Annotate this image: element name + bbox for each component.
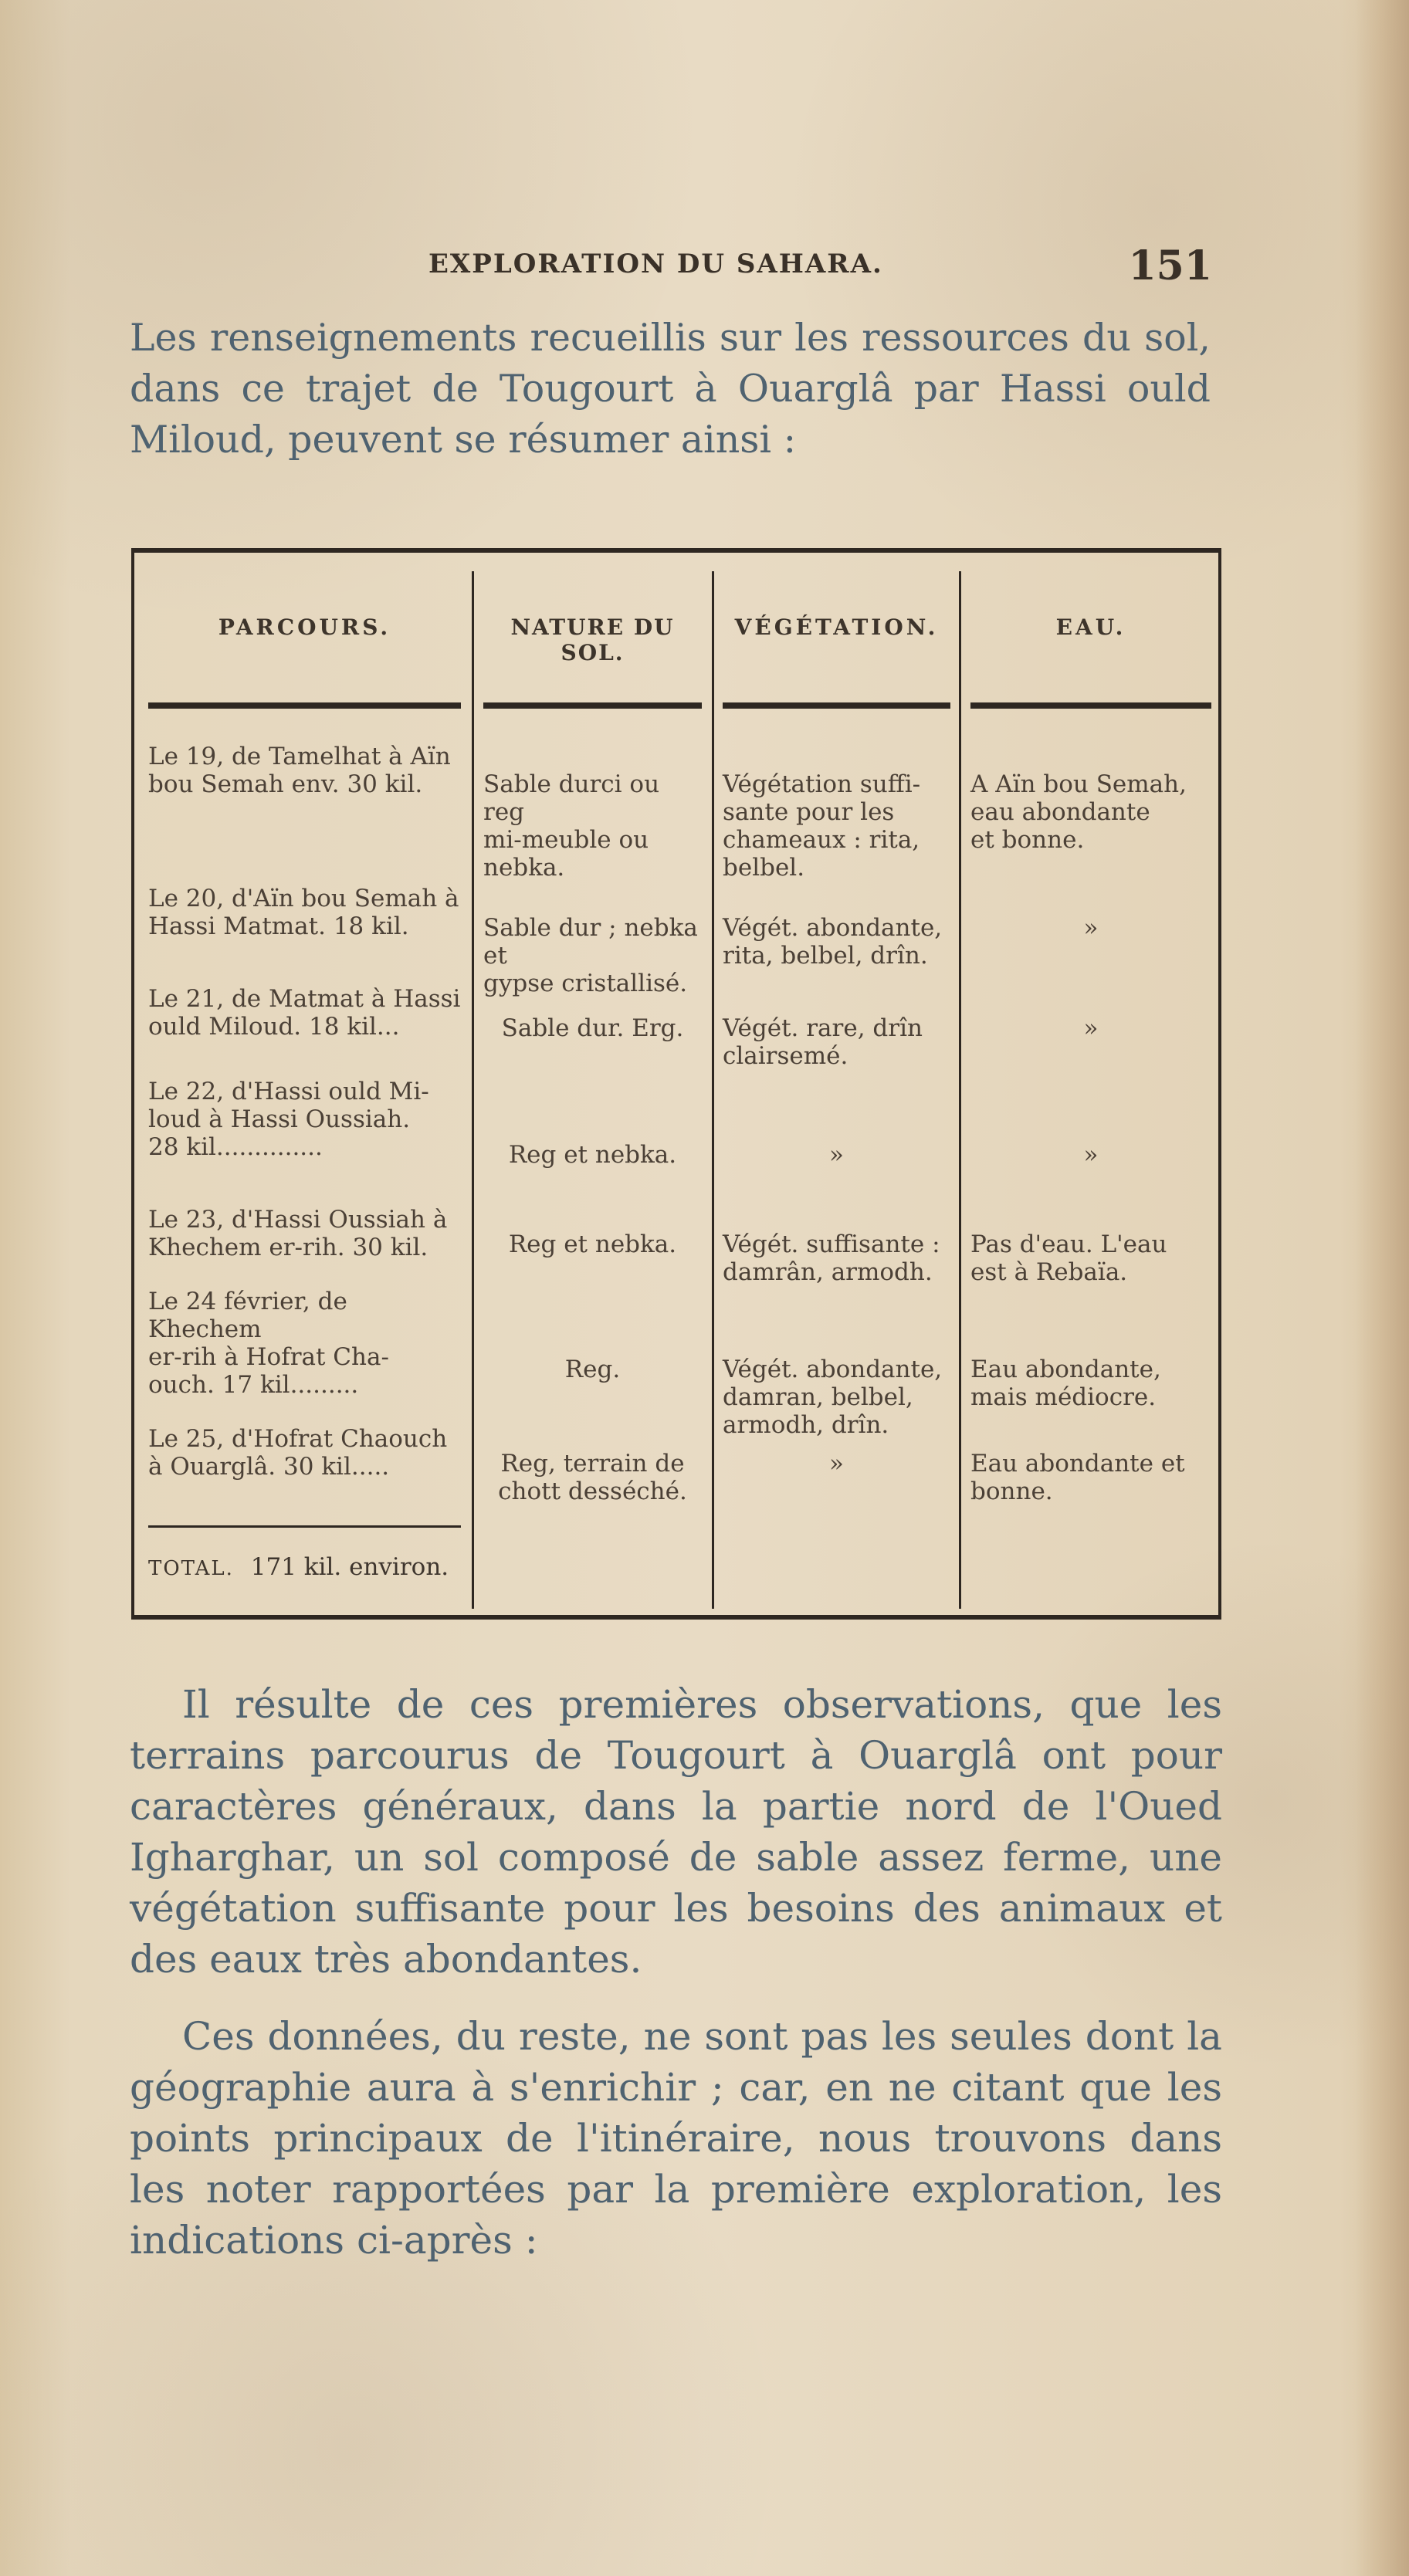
header-rule-nature (483, 702, 702, 709)
header-vegetation: VÉGÉTATION. (734, 614, 939, 640)
body-paragraph-1: Il résulte de ces premières observations, que les terrains parcourus de Tougourt à Ouarglâ ont pour caractères généraux, dans la partie nord de l'Oued Igharghar, un sol composé de sable assez ferme, une végétation suffisante pour les besoins des animaux et des eaux très abondantes. (130, 1682, 1222, 1982)
column-divider-1 (472, 571, 474, 1609)
row-1-nature: Sable durci ou reg mi-meuble ou nebka. (483, 770, 660, 882)
row-5-parcours: Le 23, d'Hassi Oussiah à Khechem er-rih. 30 kil. (148, 1206, 448, 1261)
row-2-eau: » (1083, 914, 1099, 942)
row-1-parcours: Le 19, de Tamelhat à Aïn bou Semah env. 30 kil. (148, 743, 451, 798)
intro-paragraph (130, 313, 1211, 465)
row-4-parcours: Le 22, d'Hassi ould Mi- loud à Hassi Oussiah. 28 kil.............. (148, 1078, 429, 1161)
row-2-vegetation: Végét. abondante, rita, belbel, drîn. (723, 914, 943, 970)
total-rule (148, 1525, 461, 1528)
page-edge-shadow (1355, 0, 1409, 2576)
running-head: EXPLORATION DU SAHARA. (428, 249, 883, 279)
header-parcours: PARCOURS. (218, 614, 391, 640)
table-total (148, 1553, 461, 1581)
header-rule-parcours (148, 702, 461, 709)
row-5-eau: Pas d'eau. L'eau est à Rebaïa. (970, 1230, 1167, 1286)
row-6-vegetation: Végét. abondante, damran, belbel, armodh, drîn. (723, 1356, 943, 1439)
page-header (116, 242, 1212, 295)
row-1-eau: A Aïn bou Semah, eau abondante et bonne. (970, 770, 1187, 854)
row-7-nature: Reg, terrain de chott desséché. (498, 1450, 687, 1505)
row-6-nature: Reg. (564, 1356, 621, 1383)
row-7-parcours: Le 25, d'Hofrat Chaouch à Ouarglâ. 30 kil..... (148, 1425, 448, 1481)
header-rule-vegetation (723, 702, 950, 709)
row-3-nature: Sable dur. Erg. (501, 1014, 684, 1042)
row-7-vegetation: » (829, 1450, 844, 1478)
total-value: 171 kil. environ. (250, 1553, 449, 1581)
header-nature: NATURE DU SOL. (510, 614, 675, 665)
row-4-eau: » (1083, 1141, 1099, 1169)
intro-text: Les renseignements recueillis sur les ressources du sol, dans ce trajet de Tougourt à Ouarglâ par Hassi ould Miloud, peuvent se résumer ainsi : (130, 316, 1211, 462)
row-3-eau: » (1083, 1014, 1099, 1042)
row-7-eau: Eau abondante et bonne. (970, 1450, 1185, 1505)
header-eau: EAU. (1055, 614, 1126, 640)
row-2-nature: Sable dur ; nebka et gypse cristallisé. (483, 914, 698, 997)
row-6-eau: Eau abondante, mais médiocre. (970, 1356, 1161, 1411)
column-divider-3 (959, 571, 961, 1609)
row-3-parcours: Le 21, de Matmat à Hassi ould Miloud. 18 kil... (148, 985, 461, 1041)
row-4-vegetation: » (829, 1141, 844, 1169)
body-text (130, 1679, 1222, 2292)
column-divider-2 (712, 571, 714, 1609)
resources-table (131, 548, 1221, 1620)
row-5-nature: Reg et nebka. (508, 1230, 677, 1258)
row-5-vegetation: Végét. suffisante : damrân, armodh. (723, 1230, 940, 1286)
row-3-vegetation: Végét. rare, drîn clairsemé. (723, 1014, 923, 1070)
row-4-nature: Reg et nebka. (508, 1141, 677, 1169)
page-number: 151 (1128, 242, 1212, 289)
body-paragraph-2: Ces données, du reste, ne sont pas les seules dont la géographie aura à s'enrichir ; car, en ne citant que les points principaux de l'itinéraire, nous trouvons dans les noter rapportées par la première exploration, les indications ci-après : (130, 2014, 1222, 2263)
total-label: TOTAL. (148, 1557, 234, 1580)
row-1-vegetation: Végétation suffi- sante pour les chameaux : rita, belbel. (723, 770, 921, 882)
row-2-parcours: Le 20, d'Aïn bou Semah à Hassi Matmat. 18 kil. (148, 885, 459, 940)
header-rule-eau (970, 702, 1211, 709)
row-6-parcours: Le 24 février, de Khechem er-rih à Hofrat Cha- ouch. 17 kil......... (148, 1288, 389, 1399)
